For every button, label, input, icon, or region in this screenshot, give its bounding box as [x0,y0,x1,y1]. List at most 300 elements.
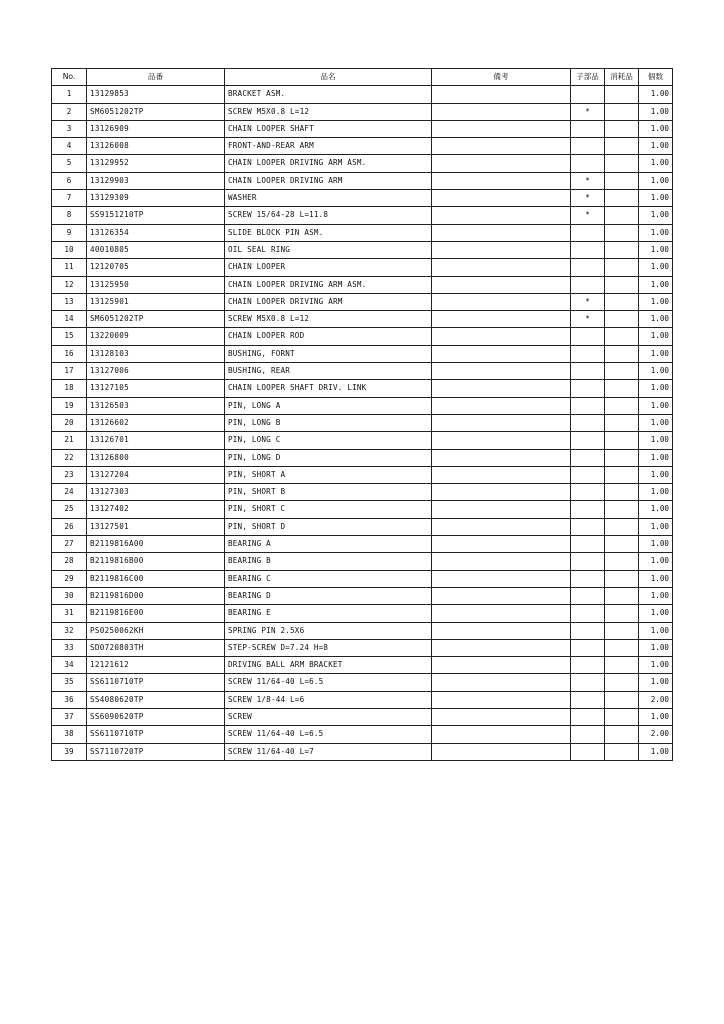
part-name-cell: BEARING A [225,536,432,553]
part-number-cell: 13126602 [87,414,225,431]
table-row [52,726,673,743]
part-number-cell: 13126503 [87,397,225,414]
consumable-mark-cell [605,726,639,743]
table-row [52,207,673,224]
row-number: 12 [52,276,87,293]
remarks-cell [432,172,571,189]
table-row [52,276,673,293]
sub-part-mark-cell [571,432,605,449]
consumable-mark-cell [605,518,639,535]
table-row [52,414,673,431]
part-name-cell: CHAIN LOOPER DRIVING ARM [225,293,432,310]
consumable-mark-cell [605,587,639,604]
quantity-cell: 1.00 [639,345,673,362]
remarks-cell [432,501,571,518]
consumable-mark-cell [605,86,639,103]
part-name-cell: BEARING D [225,587,432,604]
table-row [52,622,673,639]
quantity-cell: 1.00 [639,605,673,622]
sub-part-mark-cell: * [571,207,605,224]
quantity-cell: 1.00 [639,86,673,103]
sub-part-mark-cell [571,587,605,604]
header-part-no: 品番 [87,69,225,86]
sub-part-mark-cell [571,657,605,674]
quantity-cell: 1.00 [639,553,673,570]
part-name-cell: CHAIN LOOPER DRIVING ARM ASM. [225,155,432,172]
consumable-mark-cell [605,328,639,345]
sub-part-mark-cell [571,466,605,483]
sub-part-mark-cell [571,484,605,501]
row-number: 9 [52,224,87,241]
table-row [52,743,673,760]
part-name-cell: PIN, SHORT A [225,466,432,483]
part-name-cell: SCREW [225,708,432,725]
consumable-mark-cell [605,207,639,224]
part-number-cell: B2119816C00 [87,570,225,587]
sub-part-mark-cell [571,155,605,172]
part-name-cell: PIN, LONG C [225,432,432,449]
sub-part-mark-cell [571,397,605,414]
quantity-cell: 1.00 [639,293,673,310]
quantity-cell: 1.00 [639,639,673,656]
remarks-cell [432,553,571,570]
remarks-cell [432,190,571,207]
part-name-cell: WASHER [225,190,432,207]
table-row [52,570,673,587]
part-number-cell: 13127006 [87,363,225,380]
part-name-cell: BUSHING, REAR [225,363,432,380]
part-name-cell: SLIDE BLOCK PIN ASM. [225,224,432,241]
part-number-cell: 13126800 [87,449,225,466]
quantity-cell: 1.00 [639,276,673,293]
part-number-cell: 13129903 [87,172,225,189]
consumable-mark-cell [605,311,639,328]
part-number-cell: 13127402 [87,501,225,518]
remarks-cell [432,432,571,449]
part-name-cell: SCREW M5X0.8 L=12 [225,103,432,120]
part-number-cell: SS7110720TP [87,743,225,760]
part-number-cell: 12121612 [87,657,225,674]
row-number: 7 [52,190,87,207]
quantity-cell: 1.00 [639,708,673,725]
remarks-cell [432,622,571,639]
sub-part-mark-cell [571,622,605,639]
part-name-cell: PIN, SHORT B [225,484,432,501]
sub-part-mark-cell [571,363,605,380]
part-name-cell: CHAIN LOOPER DRIVING ARM ASM. [225,276,432,293]
consumable-mark-cell [605,691,639,708]
remarks-cell [432,345,571,362]
sub-part-mark-cell [571,501,605,518]
part-number-cell: B2119816B00 [87,553,225,570]
quantity-cell: 1.00 [639,518,673,535]
sub-part-mark-cell [571,674,605,691]
quantity-cell: 1.00 [639,414,673,431]
quantity-cell: 1.00 [639,397,673,414]
table-row [52,120,673,137]
row-number: 32 [52,622,87,639]
remarks-cell [432,657,571,674]
sub-part-mark-cell [571,708,605,725]
part-number-cell: 40010805 [87,241,225,258]
sub-part-mark-cell [571,639,605,656]
consumable-mark-cell [605,380,639,397]
row-number: 6 [52,172,87,189]
table-row [52,397,673,414]
table-row [52,328,673,345]
part-name-cell: BUSHING, FORNT [225,345,432,362]
sub-part-mark-cell [571,726,605,743]
consumable-mark-cell [605,605,639,622]
row-number: 15 [52,328,87,345]
table-row [52,536,673,553]
consumable-mark-cell [605,138,639,155]
remarks-cell [432,397,571,414]
sub-part-mark-cell [571,328,605,345]
table-row [52,293,673,310]
sub-part-mark-cell [571,536,605,553]
table-row [52,172,673,189]
sub-part-mark-cell: * [571,311,605,328]
quantity-cell: 1.00 [639,138,673,155]
table-row [52,138,673,155]
row-number: 18 [52,380,87,397]
row-number: 34 [52,657,87,674]
consumable-mark-cell [605,259,639,276]
row-number: 29 [52,570,87,587]
part-name-cell: PIN, SHORT C [225,501,432,518]
quantity-cell: 1.00 [639,120,673,137]
row-number: 39 [52,743,87,760]
sub-part-mark-cell: * [571,103,605,120]
consumable-mark-cell [605,743,639,760]
consumable-mark-cell [605,276,639,293]
row-number: 25 [52,501,87,518]
part-number-cell: 13129952 [87,155,225,172]
remarks-cell [432,449,571,466]
part-name-cell: CHAIN LOOPER SHAFT DRIV. LINK [225,380,432,397]
part-number-cell: 13125950 [87,276,225,293]
remarks-cell [432,639,571,656]
quantity-cell: 1.00 [639,155,673,172]
remarks-cell [432,276,571,293]
remarks-cell [432,466,571,483]
table-row [52,103,673,120]
part-name-cell: BEARING C [225,570,432,587]
quantity-cell: 1.00 [639,172,673,189]
remarks-cell [432,328,571,345]
consumable-mark-cell [605,345,639,362]
remarks-cell [432,120,571,137]
row-number: 14 [52,311,87,328]
part-name-cell: SCREW 11/64-40 L=6.5 [225,674,432,691]
part-name-cell: STEP-SCREW D=7.24 H=8 [225,639,432,656]
row-number: 31 [52,605,87,622]
quantity-cell: 1.00 [639,622,673,639]
sub-part-mark-cell [571,449,605,466]
remarks-cell [432,587,571,604]
table-row [52,311,673,328]
quantity-cell: 1.00 [639,587,673,604]
quantity-cell: 2.00 [639,726,673,743]
remarks-cell [432,241,571,258]
table-row [52,449,673,466]
part-name-cell: CHAIN LOOPER [225,259,432,276]
remarks-cell [432,86,571,103]
sub-part-mark-cell [571,414,605,431]
part-number-cell: SM6051202TP [87,311,225,328]
row-number: 1 [52,86,87,103]
remarks-cell [432,103,571,120]
table-row [52,86,673,103]
sub-part-mark-cell [571,743,605,760]
quantity-cell: 1.00 [639,224,673,241]
header-remarks: 備考 [432,69,571,86]
row-number: 33 [52,639,87,656]
part-name-cell: BEARING B [225,553,432,570]
consumable-mark-cell [605,397,639,414]
table-row [52,657,673,674]
row-number: 20 [52,414,87,431]
table-row [52,484,673,501]
row-number: 5 [52,155,87,172]
quantity-cell: 1.00 [639,536,673,553]
consumable-mark-cell [605,414,639,431]
remarks-cell [432,311,571,328]
part-name-cell: BEARING E [225,605,432,622]
sub-part-mark-cell [571,120,605,137]
consumable-mark-cell [605,363,639,380]
part-number-cell: 13129853 [87,86,225,103]
part-number-cell: B2119816D00 [87,587,225,604]
sub-part-mark-cell [571,518,605,535]
quantity-cell: 1.00 [639,743,673,760]
remarks-cell [432,743,571,760]
table-row [52,363,673,380]
table-header-row [52,69,673,86]
remarks-cell [432,293,571,310]
sub-part-mark-cell [571,691,605,708]
sub-part-mark-cell [571,259,605,276]
sub-part-mark-cell [571,86,605,103]
consumable-mark-cell [605,622,639,639]
consumable-mark-cell [605,570,639,587]
sub-part-mark-cell [571,241,605,258]
sub-part-mark-cell [571,276,605,293]
table-row [52,259,673,276]
table-row [52,639,673,656]
part-name-cell: CHAIN LOOPER DRIVING ARM [225,172,432,189]
part-name-cell: SCREW 1/8-44 L=6 [225,691,432,708]
quantity-cell: 1.00 [639,259,673,276]
table-row [52,691,673,708]
table-row [52,432,673,449]
part-number-cell: PS0250062KH [87,622,225,639]
header-consumable: 消耗品 [605,69,639,86]
part-number-cell: 13220009 [87,328,225,345]
quantity-cell: 1.00 [639,432,673,449]
part-number-cell: 13126354 [87,224,225,241]
row-number: 2 [52,103,87,120]
quantity-cell: 1.00 [639,380,673,397]
table-row [52,155,673,172]
part-number-cell: SS6110710TP [87,674,225,691]
table-row [52,501,673,518]
part-number-cell: SD0720803TH [87,639,225,656]
quantity-cell: 1.00 [639,501,673,518]
consumable-mark-cell [605,553,639,570]
quantity-cell: 1.00 [639,657,673,674]
consumable-mark-cell [605,501,639,518]
row-number: 22 [52,449,87,466]
remarks-cell [432,414,571,431]
consumable-mark-cell [605,120,639,137]
row-number: 3 [52,120,87,137]
remarks-cell [432,207,571,224]
sub-part-mark-cell: * [571,293,605,310]
sub-part-mark-cell: * [571,190,605,207]
row-number: 11 [52,259,87,276]
part-name-cell: BRACKET ASM. [225,86,432,103]
remarks-cell [432,380,571,397]
consumable-mark-cell [605,293,639,310]
consumable-mark-cell [605,190,639,207]
row-number: 17 [52,363,87,380]
header-no: No. [52,69,87,86]
sub-part-mark-cell [571,553,605,570]
consumable-mark-cell [605,155,639,172]
header-part-name: 品名 [225,69,432,86]
quantity-cell: 2.00 [639,691,673,708]
row-number: 27 [52,536,87,553]
consumable-mark-cell [605,657,639,674]
remarks-cell [432,536,571,553]
table-row [52,345,673,362]
sub-part-mark-cell [571,605,605,622]
row-number: 24 [52,484,87,501]
remarks-cell [432,155,571,172]
part-name-cell: PIN, LONG A [225,397,432,414]
quantity-cell: 1.00 [639,449,673,466]
remarks-cell [432,138,571,155]
row-number: 8 [52,207,87,224]
remarks-cell [432,259,571,276]
sub-part-mark-cell [571,345,605,362]
part-number-cell: 13127204 [87,466,225,483]
part-number-cell: SM6051202TP [87,103,225,120]
quantity-cell: 1.00 [639,466,673,483]
row-number: 19 [52,397,87,414]
table-row [52,466,673,483]
part-number-cell: 13125901 [87,293,225,310]
part-number-cell: 13127501 [87,518,225,535]
remarks-cell [432,605,571,622]
part-name-cell: SCREW 15/64-28 L=11.8 [225,207,432,224]
part-number-cell: SS6090620TP [87,708,225,725]
part-number-cell: SS6110710TP [87,726,225,743]
part-name-cell: PIN, LONG D [225,449,432,466]
row-number: 37 [52,708,87,725]
table-body [52,86,673,761]
remarks-cell [432,570,571,587]
consumable-mark-cell [605,466,639,483]
row-number: 26 [52,518,87,535]
quantity-cell: 1.00 [639,103,673,120]
row-number: 4 [52,138,87,155]
part-name-cell: PIN, LONG B [225,414,432,431]
parts-list-table [51,68,673,761]
consumable-mark-cell [605,639,639,656]
row-number: 13 [52,293,87,310]
table-row [52,587,673,604]
quantity-cell: 1.00 [639,328,673,345]
part-name-cell: PIN, SHORT D [225,518,432,535]
row-number: 38 [52,726,87,743]
consumable-mark-cell [605,449,639,466]
row-number: 28 [52,553,87,570]
part-name-cell: SCREW 11/64-40 L=6.5 [225,726,432,743]
consumable-mark-cell [605,708,639,725]
row-number: 21 [52,432,87,449]
consumable-mark-cell [605,224,639,241]
part-number-cell: SS4080620TP [87,691,225,708]
part-number-cell: 13127105 [87,380,225,397]
part-name-cell: SPRING PIN 2.5X6 [225,622,432,639]
part-number-cell: B2119816E00 [87,605,225,622]
part-number-cell: 13126008 [87,138,225,155]
remarks-cell [432,484,571,501]
part-number-cell: 13128103 [87,345,225,362]
consumable-mark-cell [605,172,639,189]
remarks-cell [432,363,571,380]
consumable-mark-cell [605,674,639,691]
part-name-cell: DRIVING BALL ARM BRACKET [225,657,432,674]
part-number-cell: 13127303 [87,484,225,501]
quantity-cell: 1.00 [639,570,673,587]
remarks-cell [432,224,571,241]
part-number-cell: 12120705 [87,259,225,276]
part-number-cell: 13129309 [87,190,225,207]
part-name-cell: OIL SEAL RING [225,241,432,258]
quantity-cell: 1.00 [639,484,673,501]
consumable-mark-cell [605,536,639,553]
consumable-mark-cell [605,241,639,258]
row-number: 16 [52,345,87,362]
table-row [52,224,673,241]
row-number: 10 [52,241,87,258]
row-number: 36 [52,691,87,708]
row-number: 23 [52,466,87,483]
part-name-cell: SCREW M5X0.8 L=12 [225,311,432,328]
remarks-cell [432,726,571,743]
table-row [52,190,673,207]
part-number-cell: 13126701 [87,432,225,449]
table-row [52,674,673,691]
quantity-cell: 1.00 [639,207,673,224]
row-number: 30 [52,587,87,604]
table-row [52,380,673,397]
part-name-cell: FRONT-AND-REAR ARM [225,138,432,155]
part-name-cell: CHAIN LOOPER SHAFT [225,120,432,137]
part-number-cell: SS9151210TP [87,207,225,224]
part-number-cell: 13126909 [87,120,225,137]
part-number-cell: B2119816A00 [87,536,225,553]
part-name-cell: CHAIN LOOPER ROD [225,328,432,345]
header-quantity: 個数 [639,69,673,86]
sub-part-mark-cell [571,380,605,397]
quantity-cell: 1.00 [639,674,673,691]
quantity-cell: 1.00 [639,363,673,380]
